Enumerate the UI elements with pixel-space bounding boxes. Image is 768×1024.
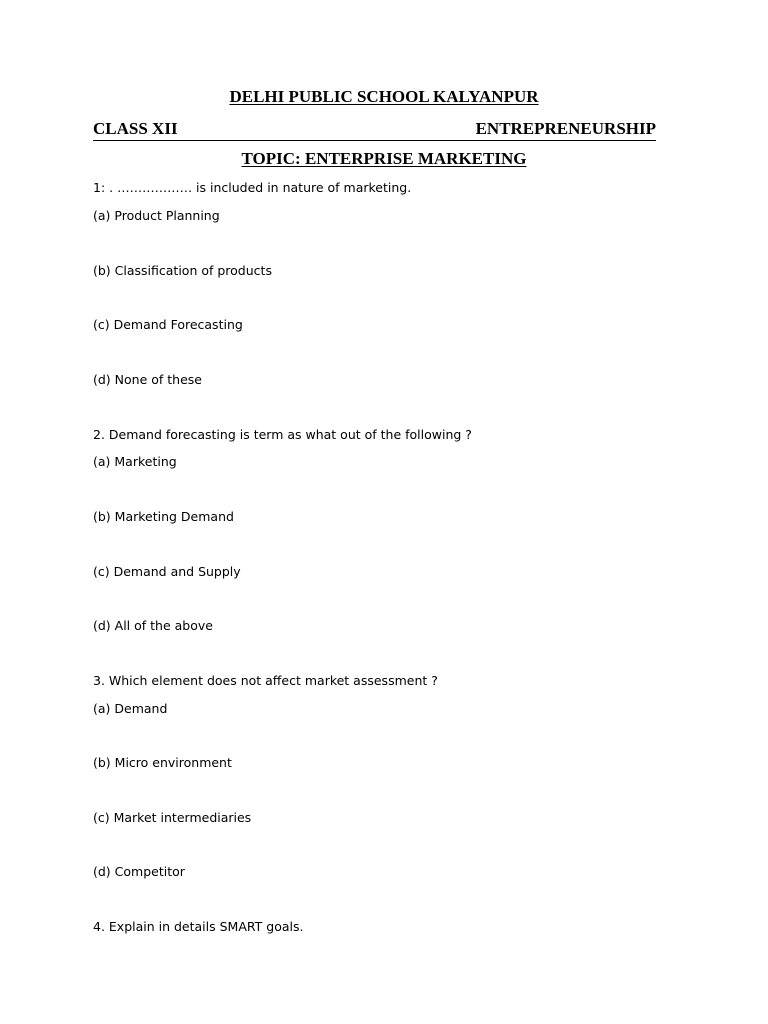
question-1-option-d: (d) None of these <box>93 372 202 387</box>
question-1-option-b: (b) Classification of products <box>93 263 272 278</box>
question-4-text: 4. Explain in details SMART goals. <box>93 919 304 934</box>
question-1-text: 1: . ……………… is included in nature of marketing. <box>93 180 412 195</box>
question-2-option-c: (c) Demand and Supply <box>93 564 241 579</box>
question-2-option-a: (a) Marketing <box>93 454 177 469</box>
question-2-option-b: (b) Marketing Demand <box>93 509 234 524</box>
question-1-option-c: (c) Demand Forecasting <box>93 317 243 332</box>
question-1-option-a: (a) Product Planning <box>93 208 220 223</box>
topic-title: TOPIC: ENTERPRISE MARKETING <box>241 149 527 168</box>
question-3-text: 3. Which element does not affect market assessment ? <box>93 673 438 688</box>
question-3-option-b: (b) Micro environment <box>93 755 232 770</box>
subject-label: ENTREPRENEURSHIP <box>475 119 656 138</box>
question-2-option-d: (d) All of the above <box>93 618 213 633</box>
question-3-option-c: (c) Market intermediaries <box>93 810 252 825</box>
question-3-option-d: (d) Competitor <box>93 864 185 879</box>
school-title: DELHI PUBLIC SCHOOL KALYANPUR <box>229 87 539 106</box>
class-subject-row <box>93 119 656 141</box>
question-2-text: 2. Demand forecasting is term as what out of the following ? <box>93 427 472 442</box>
question-3-option-a: (a) Demand <box>93 701 168 716</box>
class-label: CLASS XII <box>93 119 178 138</box>
